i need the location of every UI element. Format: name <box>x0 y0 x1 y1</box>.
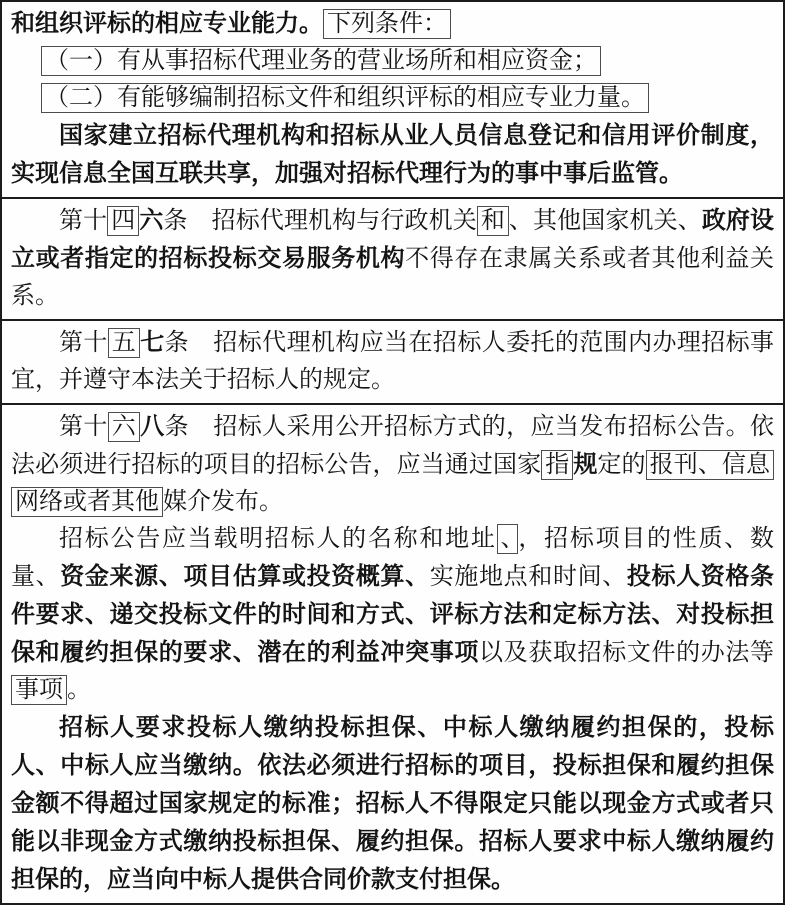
deleted-text-box: 报刊、信息网络或者其他 <box>11 450 774 517</box>
text-run: 条 招标人采用公开招标方式的，应当发布招标公告。依法必须进行招标的项目的招标公告，应当通过国家 <box>11 414 775 478</box>
text-run: 不得存在隶属关系或者其他利益关系。 <box>11 246 775 309</box>
added-text: 国家建立招标代理机构和招标从业人员信息登记和信用评价制度，实现信息全国互联共享，加强对招标代理行为的事中事后监管。 <box>11 121 774 187</box>
text-run: 定的 <box>597 452 646 478</box>
text-run: 、其他国家机关、 <box>508 208 702 234</box>
added-text: 政府设立或者指定的招标投标交易服务机构 <box>11 206 775 272</box>
deleted-text-box: 和 <box>477 206 509 236</box>
paragraph <box>11 709 774 899</box>
law-section <box>2 2 783 199</box>
added-text: 招标人要求投标人缴纳投标担保、中标人缴纳履约担保的，投标人、中标人应当缴纳。依法必须进行招标的项目，投标担保和履约担保金额不得超过国家规定的标准；招标人不得限定只能以现金方式或者只能以非现金方式缴纳投标担保、履约担保。招标人要求中标人缴纳履约担保的，应当向中标人提供合同价款支付担保。 <box>11 713 774 893</box>
deleted-text-box: （二）有能够编制招标文件和组织评标的相应专业力量。 <box>41 83 649 113</box>
text-run: 以及获取招标文件的办法等 <box>479 640 775 666</box>
text-run: 条 招标代理机构与行政机关 <box>163 208 477 234</box>
paragraph <box>11 5 774 43</box>
deleted-text-box: 、 <box>497 524 519 554</box>
paragraph <box>11 324 774 399</box>
text-run: 。 <box>67 677 91 703</box>
added-text: 七 <box>140 328 165 356</box>
added-text: 规 <box>573 450 598 478</box>
deleted-text-box: 五 <box>108 328 140 358</box>
added-text: 和组织评标的相应专业能力。 <box>11 9 323 37</box>
paragraph <box>11 43 774 80</box>
paragraph <box>11 80 774 117</box>
added-text: 六 <box>139 206 164 234</box>
paragraph <box>11 202 774 315</box>
text-run: 实施地点和时间、 <box>429 564 627 590</box>
law-section <box>2 321 783 405</box>
deleted-text-box: 指 <box>541 450 573 480</box>
added-text: 投标人资格条件要求、递交投标文件的时间和方式、评标方法和定标方法、对投标担保和履约担保的要求、潜在的利益冲突事项 <box>11 562 775 666</box>
paragraph <box>11 117 774 193</box>
text-run: 媒介发布。 <box>163 489 283 515</box>
law-section <box>2 199 783 321</box>
text-run: 第十 <box>59 414 108 440</box>
text-run: ，招标项目的性质、数量、 <box>11 526 775 590</box>
added-text: 资金来源、项目估算或投资概算、 <box>60 562 430 590</box>
added-text: 八 <box>140 412 165 440</box>
text-run: 招标公告应当载明招标人的名称和地址 <box>59 526 497 552</box>
text-run: 第十 <box>59 330 108 356</box>
paragraph <box>11 521 774 709</box>
paragraph <box>11 408 774 521</box>
deleted-text-box: 六 <box>108 412 140 442</box>
deleted-text-box: 四 <box>107 206 139 236</box>
deleted-text-box: 事项 <box>11 675 67 705</box>
text-run: 第十 <box>59 208 108 234</box>
text-run: 条 招标代理机构应当在招标人委托的范围内办理招标事宜，并遵守本法关于招标人的规定。 <box>11 330 775 393</box>
deleted-text-box: （一）有从事招标代理业务的营业场所和相应资金； <box>41 46 601 76</box>
document-sections <box>2 2 783 903</box>
deleted-text-box: 下列条件： <box>323 9 451 39</box>
law-section <box>2 405 783 903</box>
